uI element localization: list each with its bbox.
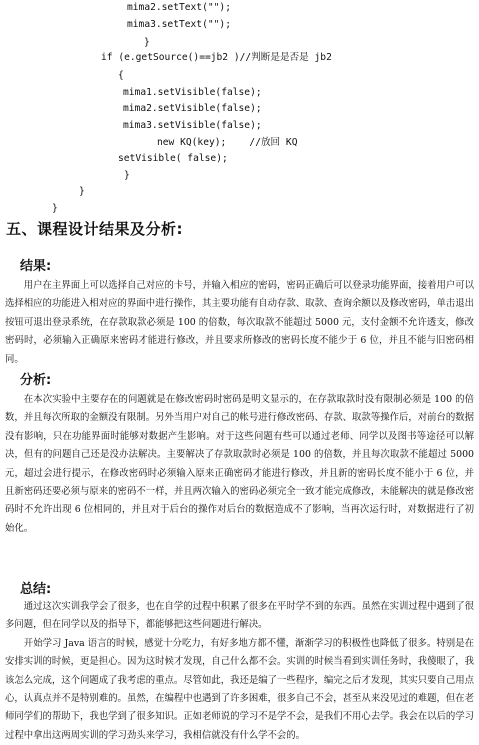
code-line: mima3.setText("");: [127, 19, 231, 30]
section-title: 五、课程设计结果及分析:: [6, 220, 183, 238]
code-line: mima3.setVisible(false);: [123, 120, 262, 131]
summary-text-block: [5, 598, 474, 745]
results-paragraph: 用户在主界面上可以选择自己对应的卡号，并输入相应的密码，密码正确后可以登录功能界面，接着用户可以选择相应的功能进入相对应的界面中进行操作，其主要功能有自动存款、取款、查询余额以及修改密码，单击退出按钮可退出登录系统，在存款取款必须是 100 的倍数，每次取款不能超过 5000 元，支付金额不允许透支，修改密码时，必须输入正确原来密码才能进行修改，并且要求所修改的密码长度不能少于 6 位，并且不能与旧密码相同。: [5, 280, 474, 365]
results-heading: 结果:: [20, 259, 52, 274]
code-line: if (e.getSource()==jb2 )//判断是是否是 jb2: [101, 52, 332, 63]
code-line: mima1.setVisible(false);: [123, 87, 262, 98]
code-line: }: [124, 170, 130, 181]
summary-paragraph-2: 开始学习 Java 语言的时候，感觉十分吃力，有好多地方都不懂，渐渐学习的积极性也降低了很多。特别是在安排实训的时候，更是担心。因为这时候才发现，自己什么都不会。实训的时候当看到实训任务时，我傻眼了，我该怎么完成，这个问题成了我考虑的重点。尽管如此，我还是编了一些程序，编完之后才发现，其实只要自己用点心，认真点并不是特别难的。虽然，在编程中也遇到了许多困难，很多自己不会，甚至从来没见过的难题，但在老师同学们的帮助下，我也学到了很多知识。正如老师说的学习不是学不会，是我们不用心去学。我会在以后的学习过程中拿出这两周实训的学习劲头来学习，我相信就没有什么学不会的。: [5, 637, 474, 741]
analysis-text-block: [5, 391, 474, 538]
analysis-heading: 分析:: [20, 373, 52, 388]
code-line: mima2.setText("");: [127, 2, 231, 13]
code-line: {: [118, 70, 124, 81]
analysis-paragraph: 在本次实验中主要存在的问题就是在修改密码时密码是明文显示的，在存款取款时没有限制必须是 100 的倍数，并且每次所取的金额没有限制。另外当用户对自己的帐号进行修改密码、存款、取款等操作后，对前台的数据没有影响，只在功能界面时能够对数据产生影响。对于这些问题有些可以通过老师、同学以及图书等途径可以解决，但有的问题自己还是没办法解决。主要解决了存款取款时必须是 100 的倍数，并且每次取款不能超过 5000 元，超过会进行提示，在修改密码时必须输入原来正确密码才能进行修改，并且新的密码长度不能小于 6 位，并且新密码还要必须与原来的密码不一样，并且两次输入的密码必须完全一致才能完成修改，未能解决的就是修改密码时不允许出现 6 位相同的，并且对于后台的操作对后台的数据造成不了影响，当再次运行时，对数据进行了初始化。: [5, 394, 474, 534]
results-text-block: [5, 277, 474, 369]
summary-paragraph-1: 通过这次实训我学会了很多，也在自学的过程中积累了很多在平时学不到的东西。虽然在实训过程中遇到了很多问题，但在同学以及的指导下，都能够把这些问题进行解决。: [5, 601, 474, 631]
code-line: }: [79, 186, 85, 197]
code-line: new KQ(key); //放回 KQ: [157, 137, 298, 148]
code-line: }: [52, 203, 58, 214]
summary-heading: 总结:: [20, 582, 52, 597]
code-line: }: [144, 37, 150, 48]
code-line: mima2.setVisible(false);: [123, 103, 262, 114]
code-line: setVisible( false);: [118, 153, 228, 164]
